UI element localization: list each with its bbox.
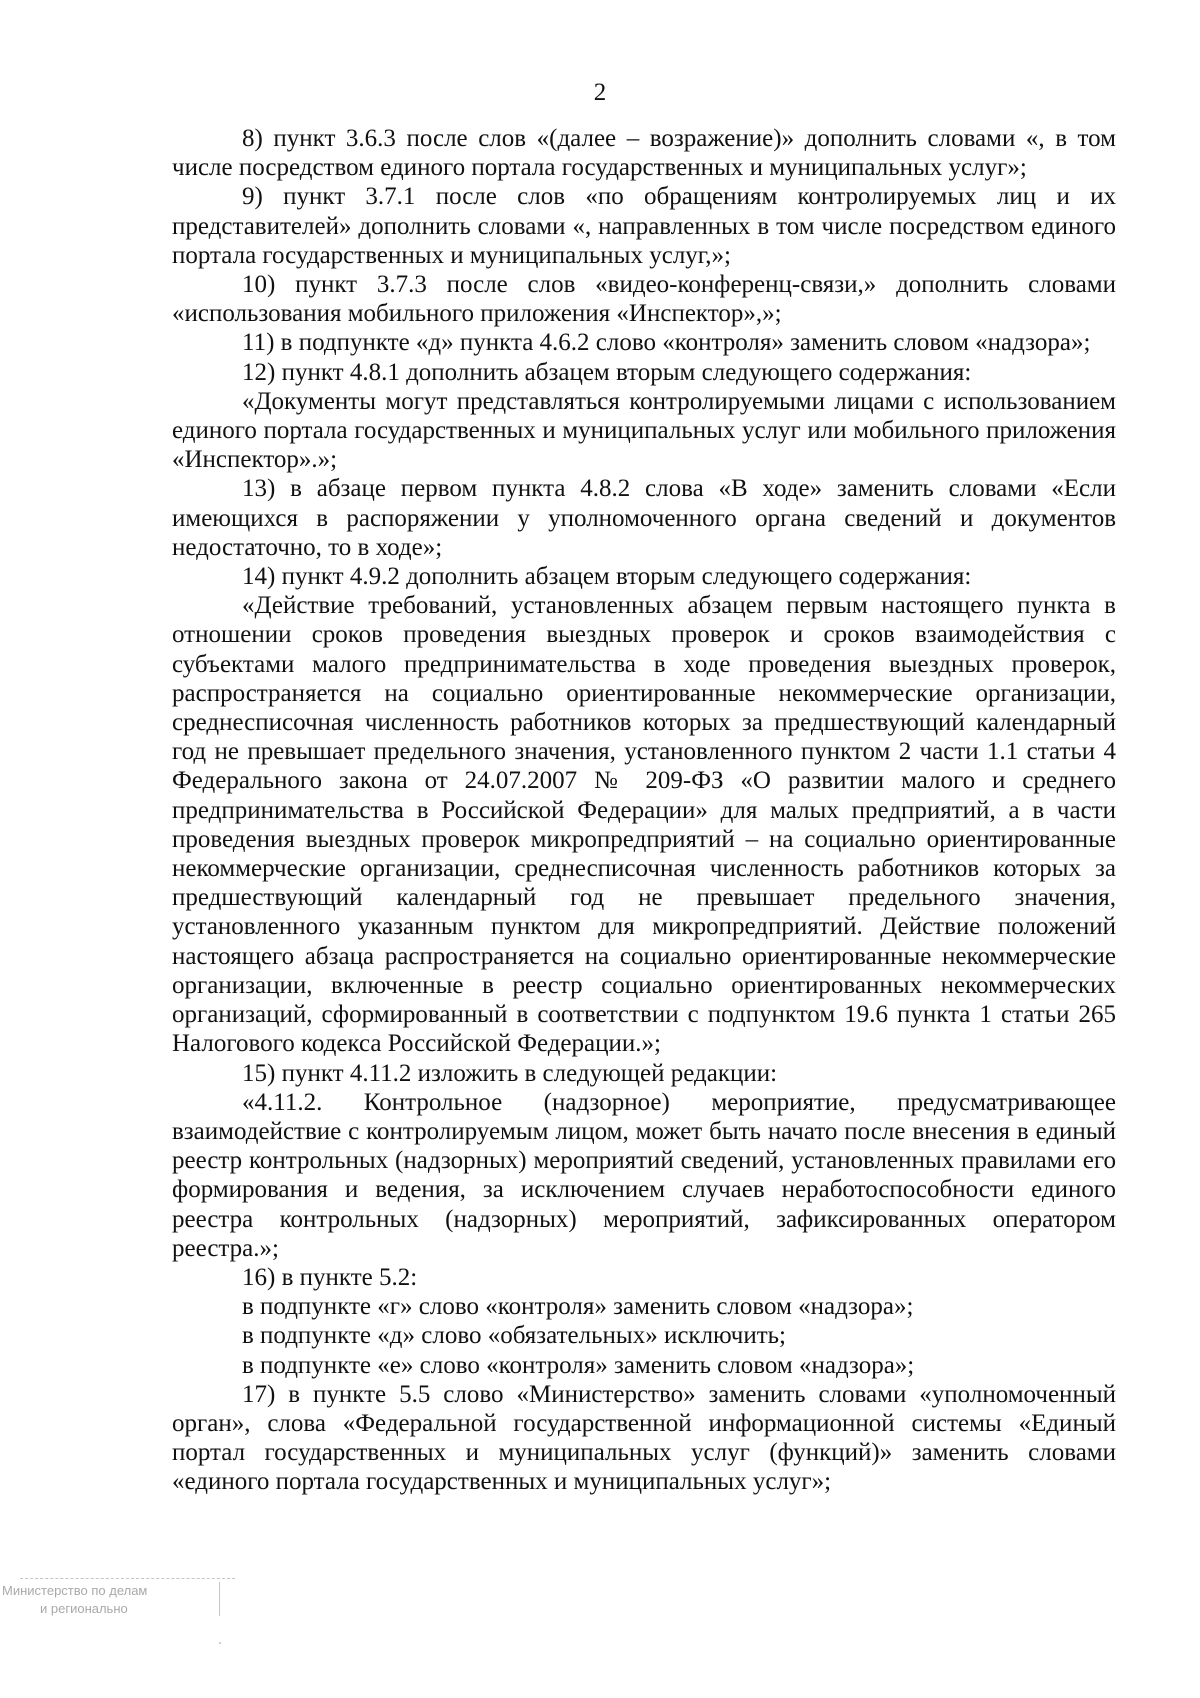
scan-mark (219, 1642, 221, 1644)
registration-stamp (0, 1578, 240, 1698)
quoted-text-4-9-2: «Действие требований, установленных абзацем первым настоящего пункта в отношении сроков проведения выездных проверок и сроков взаимодействия с субъектами малого предпринимательства в ходе проведения выездных проверок, распространяется на социально ориентированные некоммерческие организации, среднесписочная численность работников которых за предшествующий календарный год не превышает предельного значения, установленного пунктом 2 части 1.1 статьи 4 Федерального закона от 24.07.2007 № 209-ФЗ «О развитии малого и среднего предпринимательства в Российской Федерации» для малых предприятий, а в части проведения выездных проверок микропредприятий – на социально ориентированные некоммерческие организации, среднесписочная численность работников которых за предшествующий календарный год не превышает предельного значения, установленного указанным пунктом для микропредприятий. Действие положений настоящего абзаца распространяется на социально ориентированные некоммерческие организации, включенные в реестр социально ориентированных некоммерческих организаций, сформированный в соответствии с подпунктом 19.6 пункта 1 статьи 265 Налогового кодекса Российской Федерации.»; (172, 592, 1116, 1058)
paragraph-item-11: 11) в подпункте «д» пункта 4.6.2 слово «контроля» заменить словом «надзора»; (242, 329, 1091, 357)
stamp-border (219, 1582, 220, 1616)
subparagraph-d: в подпункте «д» слово «обязательных» исключить; (242, 1322, 786, 1350)
paragraph-item-10: 10) пункт 3.7.3 после слов «видео-конференц-связи,» дополнить словами «использования мобильного приложения «Инспектор»,»; (172, 271, 1116, 328)
subparagraph-g: в подпункте «г» слово «контроля» заменить словом «надзора»; (242, 1293, 914, 1321)
stamp-line-2: и регионально (40, 1601, 128, 1616)
paragraph-item-8: 8) пункт 3.6.3 после слов «(далее – возражение)» дополнить словами «, в том числе посредством единого портала государственных и муниципальных услуг»; (172, 125, 1116, 182)
paragraph-item-15: 15) пункт 4.11.2 изложить в следующей редакции: (242, 1059, 778, 1087)
document-body (172, 124, 1116, 1497)
page-number: 2 (593, 79, 607, 106)
stamp-line-1: Министерство по делам (2, 1583, 148, 1598)
quoted-text-4-11-2: «4.11.2. Контрольное (надзорное) мероприятие, предусматривающее взаимодействие с контролируемым лицом, может быть начато после внесения в единый реестр контрольных (надзорных) мероприятий сведений, установленных правилами его формирования и ведения, за исключением случаев неработоспособности единого реестра контрольных (надзорных) мероприятий, зафиксированных оператором реестра.»; (172, 1088, 1116, 1262)
paragraph-item-14: 14) пункт 4.9.2 дополнить абзацем вторым следующего содержания: (242, 563, 972, 591)
stamp-divider (20, 1578, 235, 1579)
subparagraph-e: в подпункте «е» слово «контроля» заменить словом «надзора»; (242, 1351, 915, 1379)
paragraph-item-13: 13) в абзаце первом пункта 4.8.2 слова «В ходе» заменить словами «Если имеющихся в распоряжении у уполномоченного органа сведений и документов недостаточно, то в ходе»; (172, 475, 1116, 561)
quoted-text-4-8-1: «Документы могут представляться контролируемыми лицами с использованием единого портала государственных и муниципальных услуг или мобильного приложения «Инспектор».»; (172, 387, 1116, 474)
paragraph-item-16: 16) в пункте 5.2: (242, 1263, 418, 1291)
paragraph-item-9: 9) пункт 3.7.1 после слов «по обращениям контролируемых лиц и их представителей» дополнить словами «, направленных в том числе посредством единого портала государственных и муниципальных услуг,»; (172, 183, 1116, 269)
paragraph-item-12: 12) пункт 4.8.1 дополнить абзацем вторым следующего содержания: (242, 358, 972, 386)
paragraph-item-17: 17) в пункте 5.5 слово «Министерство» заменить словами «уполномоченный орган», слова «Федеральной государственной информационной системы «Единый портал государственных и муниципальных услуг (функций)» заменить словами «единого портала государственных и муниципальных услуг»; (172, 1380, 1116, 1496)
